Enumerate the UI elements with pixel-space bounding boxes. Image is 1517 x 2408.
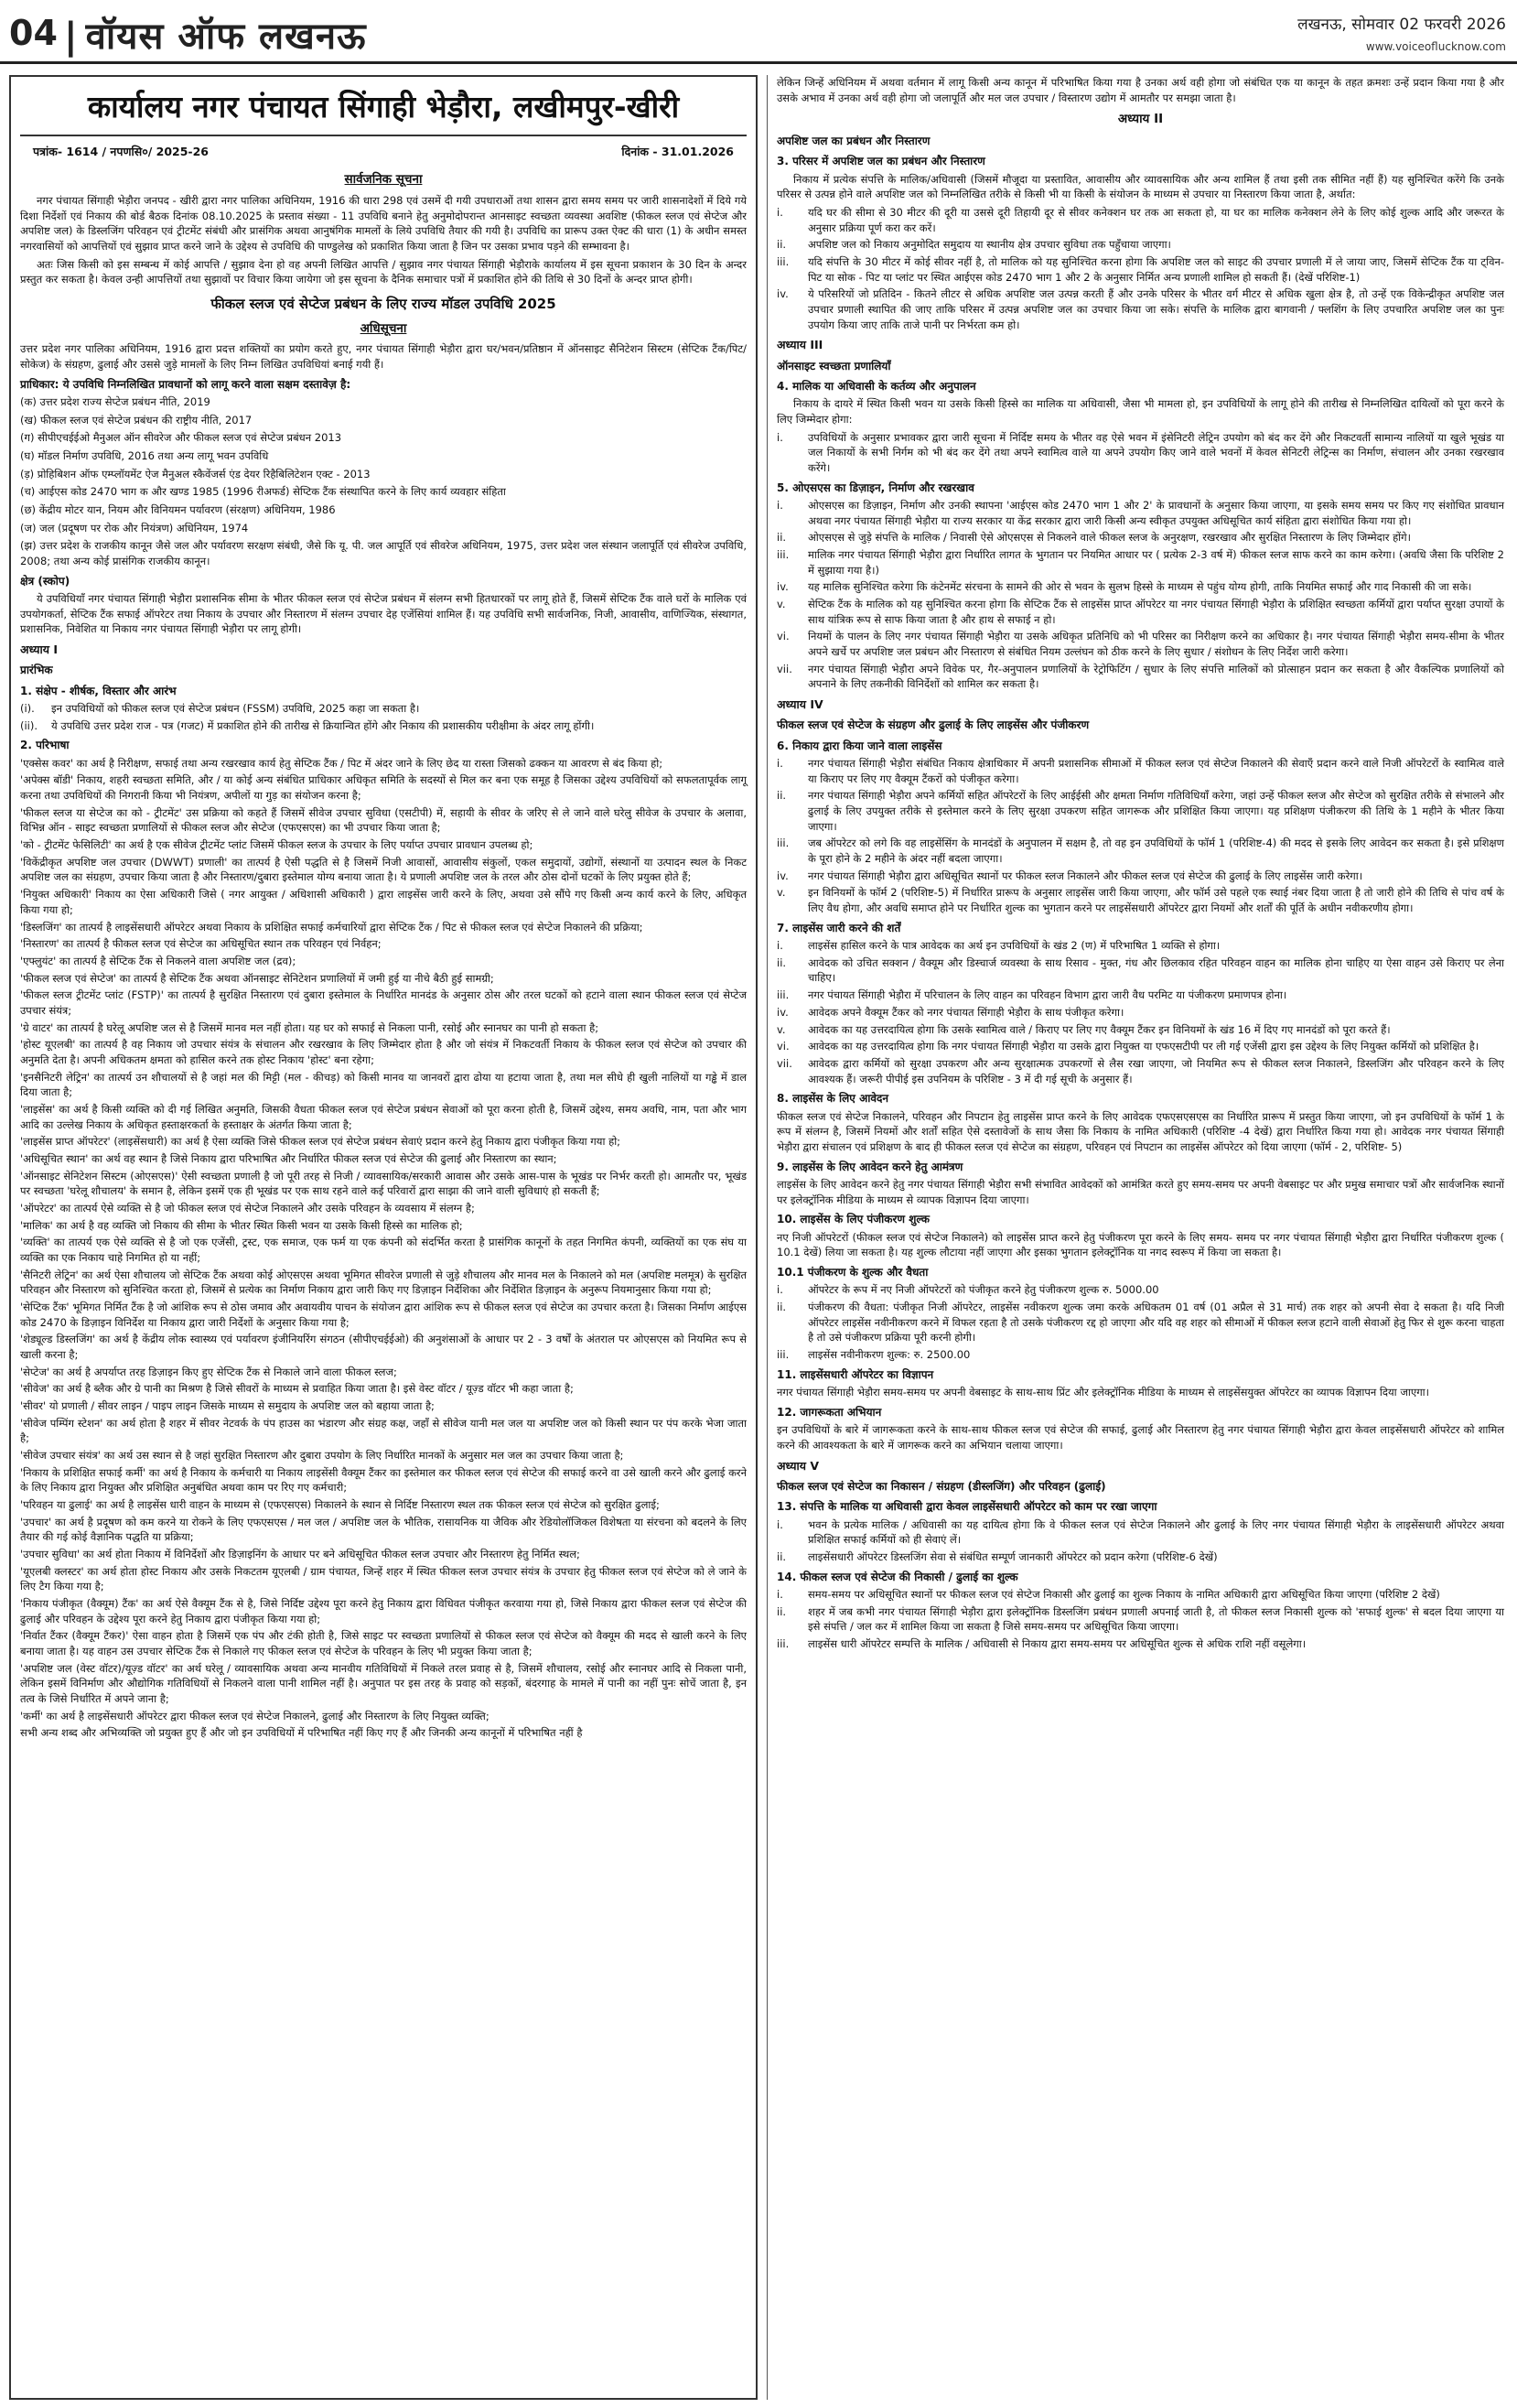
list-item: 'निस्तारण' का तात्पर्य है फीकल स्लज एवं सेप्टेज का अधिसूचित स्थान तक परिवहन एवं निर्वहन; [20, 937, 382, 951]
list-item [777, 788, 1504, 834]
notification-heading: अधिसूचना [360, 320, 407, 336]
section-13-heading: 13. संपत्ति के मालिक या अधिवासी द्वारा केवल लाइसेंसधारी ऑपरेटर को काम पर रखा जाएगा [777, 1500, 1157, 1514]
list-item: 'होस्ट यूएलबी' का तात्पर्य है वह निकाय जो उपचार संयंत्र के संचालन और रखरखाव के लिए जिम्मेदार होता है और जो संयंत्र में निकटवर्ती निकाय के फीकल स्लज एवं सेप्टेज को उपचार की अनुमति देता है। अपनी अधिकतम क्षमता को हासिल करने तक होस्ट निकाय 'होस्ट' बना रहेगा; [20, 1038, 747, 1066]
list-item: 'ऑनसाइट सेनिटेशन सिस्टम (ओएसएस)' ऐसी स्वच्छता प्रणाली है जो पूरी तरह से निजी / व्यावसायिक/सरकारी आवास और उसके आस-पास के भूखंड पर निर्भर करती हो। आमतौर पर, भूखंड पर स्वच्छता 'घरेलू शौचालय' के समान है, लेकिन इसमें एक ही भूखंड पर एक साथ रहने वाले कई परिवारों द्वारा साझा की जाने वाली सुविधाएं हो सकती हैं; [20, 1169, 747, 1198]
list-text: आवेदक का यह उत्तरदायित्व होगा कि उसके स्वामित्व वाले / किराए पर लिए गए वैक्यूम टैंकर इन विनियमों के खंड 16 में दिए गए मानदंडों को पूरा करते हैं। [808, 1022, 1391, 1036]
list-marker: v. [777, 1022, 786, 1036]
list-text: इन विनियमों के फॉर्म 2 (परिशिष्ट-5) में निर्धारित प्रारूप के अनुसार लाइसेंस जारी किया जाएगा, और फॉर्म उसे पहले एक स्थाई नंबर दिया जाता है तो जारी होने की तिथि से पांच वर्ष के लिए वैध होगा, और अवधि समाप्त होने पर निर्धारित शुल्क का भुगतान करने पर लाइसेंसधारी ऑपरेटर द्वारा नियमों और शर्तों की पूर्ति के अधीन नवीकरणीय होगा। [808, 886, 1504, 915]
section-14-list [777, 1587, 1504, 1652]
list-text: आवेदक द्वारा कर्मियों को सुरक्षा उपकरण और अन्य सुरक्षात्मक उपकरणों से लैस रखा जाएगा, जो नियमित रूप से फीकल स्लज निकालने, डिस्लजिंग और परिवहन करने के लिए आवश्यक हैं। जरूरी पीपीई इस उपनियम के परिशिष्ट - 3 में दी गई सूची के अनुसार हैं। [808, 1056, 1504, 1085]
section-10-heading: 10. लाइसेंस के लिए पंजीकरण शुल्क [777, 1213, 931, 1226]
list-item: 'यूएलबी क्लस्टर' का अर्थ होता होस्ट निकाय और उसके निकटतम यूएलबी / ग्राम पंचायत, जिन्हें शहर में स्थित फीकल स्लज उपचार संयंत्र के उपचार हेतु फीकल स्लज एवं सेप्टेज को ले जाने के लिए टैग किया गया है; [20, 1564, 747, 1593]
list-item: सभी अन्य शब्द और अभिव्यक्ति जो प्रयुक्त हुए हैं और जो इन उपविधियों में परिभाषित नहीं किए गए हैं और जिनकी अन्य कानूनों में परिभाषित नहीं है [20, 1726, 583, 1740]
section-10-1-list [777, 1282, 1504, 1362]
list-text: ऑपरेटर के रूप में नए निजी ऑपरेटरों को पंजीकृत करने हेतु पंजीकरण शुल्क रु. 5000.00 [808, 1283, 1159, 1297]
list-marker: i. [777, 939, 783, 953]
list-marker: iii. [777, 988, 790, 1002]
list-item [777, 629, 1504, 659]
list-item [777, 286, 1504, 332]
list-item: 'सीवेज' का अर्थ है ब्लैक और ग्रे पानी का मिश्रण है जिसे सीवरों के माध्यम से प्रवाहित किया जाता है। इसे वेस्ट वॉटर / यूज़्ड वॉटर भी कहा जाता है; [20, 1382, 574, 1396]
section-3-list [777, 205, 1504, 332]
chapter-5-heading: अध्याय V [777, 1458, 820, 1473]
list-item: 'इनसैनिटरी लेट्रिन' का तात्पर्य उन शौचालयों से है जहां मल की मिट्टी (मल - कीचड़) को किसी मानव या जानवरों द्वारा ढोया या हटाया जाता है, तथा मल सीधे ही खुली नालियों या गड्ढे में डाल दिया जाता है; [20, 1070, 747, 1099]
list-item: 'लाइसेंस प्राप्त ऑपरेटर' (लाइसेंसधारी) का अर्थ है ऐसा व्यक्ति जिसे फीकल स्लज एवं सेप्टेज प्रबंधन सेवाएं प्रदान करने हेतु निकाय द्वारा पंजीकृत किया गया हो; [20, 1135, 621, 1149]
section-10-paragraph: नए निजी ऑपरेटरों (फीकल स्लज एवं सेप्टेज निकालने) को लाइसेंस प्राप्त करने हेतु पंजीकरण पूरा करने के लिए समय- समय पर नगर पंचायत सिंगाही भेड़ौरा द्वारा निर्धारित पंजीकरण शुल्क ( 10.1 देखें) लिया जा सकता है। यह शुल्क लौटाया नहीं जाएगा और इसका भुगतान इलेक्ट्रॉनिक या नगद स्वरूप में किया जा सकता है। [777, 1230, 1504, 1259]
list-item [777, 1636, 1504, 1652]
list-item: 'लाइसेंस' का अर्थ है किसी व्यक्ति को दी गई लिखित अनुमति, जिसकी वैधता फीकल स्लज एवं सेप्टेज प्रबंधन सेवाओं को पूरा करना होती है, जिसमें उद्देश्य, समय अवधि, नाम, पता और भाग आदि का उल्लेख निकाय के अधिकृत हस्ताक्षरकर्ता के हस्ताक्षर के अंतर्गत किया जाता है; [20, 1102, 747, 1131]
list-marker: i. [777, 430, 783, 444]
list-item: 'सैनिटरी लेट्रिन' का अर्थ ऐसा शौचालय जो सेप्टिक टैंक अथवा कोई ओएसएस अथवा भूमिगत सीवरेज प्रणाली से जुड़े शौचालय और मानव मल के निकालने को मल (अपशिष्ट मलमूत्र) के सुरक्षित परिवहन और निस्तारण को सुनिश्चित करता हो, जिसमें से प्रत्येक का निर्माण निकाय द्वारा जारी किए गए डिज़ाइन निर्देशिका और निर्देशित डिज़ाइन के अनुरूप नियमानुसार किया गया हो; [20, 1268, 747, 1297]
list-item [777, 430, 1504, 476]
list-text: पंजीकरण की वैधता: पंजीकृत निजी ऑपरेटर, लाइसेंस नवीकरण शुल्क जमा करके अधिकतम 01 वर्ष (01 अप्रैल से 31 मार्च) तक शहर को अपनी सेवा दे सकता है। यदि निजी ऑपरेटर लाइसेंस नवीनीकरण करने में विफल रहता है तो उसके पंजीकरण रद्द हो जाएगा और यदि वह शहर को सीमाओं में फीकल स्लज हटाने वाली सेवाओं हेतु फिर से शुरू करना चाहता है तो उसे पंजीकरण प्रक्रिया पूरी करनी होगी। [808, 1301, 1504, 1344]
list-item: 'सीवेज उपचार संयंत्र' का अर्थ उस स्थान से है जहां सुरक्षित निस्तारण और दुबारा उपयोग के लिए निर्धारित मानकों के अनुसार मल जल का उपचार किया जाता है; [20, 1449, 624, 1462]
list-marker: (ii). [20, 718, 38, 732]
list-text: मालिक नगर पंचायत सिंगाही भेड़ौरा द्वारा निर्धारित लागत के भुगतान पर नियमित आधार पर ( प्रत्येक 2-3 वर्ष में) फीकल स्लज साफ करने का काम करेगा। (अवधि जैसा कि परिशिष्ट 2 में सुझाया गया है।) [808, 548, 1504, 577]
list-marker: iii. [777, 1636, 790, 1650]
chapter-2-title: अपशिष्ट जल का प्रबंधन और निस्तारण [777, 134, 931, 147]
public-notice-heading: सार्वजनिक सूचना [344, 172, 423, 188]
list-item: (क) उत्तर प्रदेश राज्य सेप्टेज प्रबंधन नीति, 2019 [20, 395, 210, 409]
list-marker: v. [777, 598, 786, 611]
list-item: 'को - ट्रीटमेंट फेसिलिटी' का अर्थ है एक सीवेज ट्रीटमेंट प्लांट जिसमें फीकल स्लज के उपचार के लिए पर्याप्त उपचार प्रावधान उपलब्ध हो; [20, 838, 533, 852]
list-item [777, 885, 1504, 915]
list-text: लाइसेंस नवीनीकरण शुल्क: रु. 2500.00 [808, 1348, 971, 1362]
masthead [0, 0, 1517, 64]
list-item [777, 579, 1504, 595]
section-12-heading: 12. जागरूकता अभियान [777, 1405, 882, 1419]
list-item: 'कर्मी' का अर्थ है लाइसेंसधारी ऑपरेटर द्वारा फीकल स्लज एवं सेप्टेज निकालने, ढुलाई और निस्तारण के लिए नियुक्त व्यक्ति; [20, 1709, 490, 1722]
list-item: 'उपचार सुविधा' का अर्थ होता निकाय में विनिर्देशों और डिज़ाइनिंग के आधार पर बने अधिसूचित फीकल स्लज उपचार और निस्तारण हेतु निर्मित स्थल; [20, 1548, 580, 1561]
list-text: नगर पंचायत सिंगाही भेड़ौरा द्वारा अधिसूचित स्थानों पर फीकल स्लज निकालने और फीकल स्लज एवं सेप्टेज की ढुलाई के लिए लाइसेंस जारी करेगा। [808, 869, 1363, 882]
list-item [777, 1300, 1504, 1345]
list-marker: ii. [777, 1550, 787, 1563]
list-marker: iv. [777, 580, 789, 594]
list-marker: iv. [777, 1005, 789, 1019]
list-item [777, 938, 1504, 954]
list-text: लाइसेंस हासिल करने के पात्र आवेदक का अर्थ इन उपविधियों के खंड 2 (ण) में परिभाषित 1 व्यक्ति से होगा। [808, 939, 1221, 953]
list-text: नगर पंचायत सिंगाही भेड़ौरा अपने कर्मियों सहित ऑपरेटरों के लिए आईईसी और क्षमता निर्माण गतिविधियाँ करेगा, जहां उन्हें फीकल स्लज और सेप्टेज को सुरक्षित तरीके से संभालने और ढुलाई के लिए उपयुक्त तरीके से इस्तेमाल करने के लिए सुरक्षा उपकरण सहित जागरूक और प्रशिक्षित किया जाएगा। यह प्रशिक्षण पंजीकरण की तिथि के 1 महीने के भीतर किया जाएगा। [808, 789, 1504, 833]
list-item [777, 1039, 1504, 1054]
section-6-heading: 6. निकाय द्वारा किया जाने वाला लाइसेंस [777, 739, 942, 752]
list-item: 'फीकल स्लज या सेप्टेज का को - ट्रीटमेंट' उस प्रक्रिया को कहते हैं जिसमें सीवेज उपचार सुविधा (एसटीपी) में, सहायी के सीवर के जरिए से ले जाने वाले घरेलु सीवेज के उपचार के अलावा, विभिन्न ऑन - साइट स्वच्छता प्रणालियों से फीकल स्लज और सेप्टेज (एफएसएस) का भी उपचार किया जाता है; [20, 805, 747, 835]
list-text: यह मालिक सुनिश्चित करेगा कि कंटेनमेंट संरचना के सामने की ओर से भवन के सुलभ हिस्से के माध्यम से पहुंच योग्य होगी, ताकि नियमित सफाई और गाद निकासी की जा सके। [808, 580, 1472, 594]
list-marker: vii. [777, 662, 792, 675]
list-item: 'एक्सेस कवर' का अर्थ है निरीक्षण, सफाई तथा अन्य रखरखाव कार्य हेतु सेप्टिक टैंक / पिट में अंदर जाने के लिए छेद या रास्ता जिसको ढक्कन या आवरण से बंद किया हो; [20, 756, 663, 770]
list-item [777, 1005, 1504, 1020]
preliminary-heading: प्रारंभिक [20, 664, 53, 677]
list-item [777, 1517, 1504, 1548]
list-item [777, 956, 1504, 986]
list-item [777, 756, 1504, 786]
scope-heading: क्षेत्र (स्कोप) [20, 574, 70, 588]
reference-line [20, 142, 747, 162]
section-3-paragraph: निकाय में प्रत्येक संपत्ति के मालिक/अधिवासी (जिसमें मौजूदा या प्रस्तावित, आवासीय और व्यावसायिक और अन्य शामिल हैं तथा इसी तक सीमित नहीं हैं) यह सुनिश्चित करेंगे कि उनके परिसर से उत्पन्न होने वाले अपशिष्ट जल को निम्नलिखित तरीके से किसी भी या किसी के संयोजन के माध्यम से उपचार या निस्तारण किया जाता है, अर्थात: [777, 172, 1504, 201]
section-5-heading: 5. ओएसएस का डिज़ाइन, निर्माण और रखरखाव [777, 481, 974, 494]
list-marker: i. [777, 1283, 783, 1297]
list-marker: i. [777, 1517, 783, 1531]
list-item: 'फीकल स्लज ट्रीटमेंट प्लांट (FSTP)' का तात्पर्य है सुरक्षित निस्तारण एवं दुबारा इस्तेमाल के निर्धारित मानदंड के अनुसार ठोस और तरल घटकों को हटाने वाला स्थान फीकल स्लज एवं सेप्टेज उपचार संयंत्र; [20, 988, 747, 1017]
section-14-heading: 14. फीकल स्लज एवं सेप्टेज की निकासी / ढुलाई का शुल्क [777, 1570, 1018, 1583]
list-item [777, 530, 1504, 545]
list-text: अपशिष्ट जल को निकाय अनुमोदित समुदाय या स्थानीय क्षेत्र उपचार सुविधा तक पहुँचाया जाएगा। [808, 238, 1171, 252]
section-4-heading: 4. मालिक या अधिवासी के कर्तव्य और अनुपालन [777, 379, 976, 393]
chapter-3-heading: अध्याय III [777, 338, 823, 352]
section-1-heading: 1. संक्षेप - शीर्षक, विस्तार और आरंभ [20, 684, 177, 697]
list-item [777, 869, 1504, 884]
intro-paragraph-1: नगर पंचायत सिंगाही भेड़ौरा जनपद - खीरी द्वारा नगर पालिका अधिनियम, 1916 की धारा 298 एवं उसमें दी गयी उपधाराओं तथा शासन द्वारा समय समय पर जारी शासनादेशों में दिये गये दिशा निर्देशों एवं निकाय की बोर्ड बैठक दिनांक 08.10.2025 के प्रस्ताव संख्या - 11 उपविधि बनाने हेतु अनुमोदोपरान्त आनसाइट स्वच्छता व्यवस्था अवशिष्ट (फीकल स्लज एवं सेप्टेज और अपशिष्ट जल) के डिस्लजिंग परिवहन एवं ट्रीटमेंट संबंधी और प्रासंगिक अथवा आनुषंगिक मामलों के लिये उपविधि तैयार की गयी है। उपविधि का प्रारूप उक्त ऐक्ट की धारा (1) के अधीन समस्त नगरवासियों को आपत्तियों एवं सुझाव प्राप्त करने जाने के उद्देश्य से उपविधि की पाण्डुलेख को प्रकाशित किया जाता है जिन पर उसका प्रभाव पड़ने की सम्भावना है। [20, 193, 747, 253]
list-text: यदि घर की सीमा से 30 मीटर की दूरी या उससे दूरी तिहायी दूर से सीवर कनेक्शन घर तक आ सकता हो, या घर का मालिक कनेक्शन लेने के लिए कोई शुल्क आदि और जरूरत के अनुसार प्रक्रिया पूर्ण करा कर करें। [808, 206, 1504, 234]
section-9-heading: 9. लाइसेंस के लिए आवेदन करने हेतु आमंत्रण [777, 1160, 963, 1173]
authority-heading: प्राधिकार: ये उपविधि निम्नलिखित प्रावधानों को लागू करने वाला सक्षम दस्तावेज़ है: [20, 377, 351, 391]
continuation-paragraph: लेकिन जिन्हें अधिनियम में अथवा वर्तमान में लागू किसी अन्य कानून में परिभाषित किया गया है उनका अर्थ वही होगा जो संबंधित एक या कानून के तहत क्रमशः उन्हें प्रदान किया गया है और उसके अभाव में उनका अर्थ वही होगा जो जलापूर्ति और मल जल उपचार / विस्तारण उद्योग में आमतौर पर समझा जाता है। [777, 76, 1504, 104]
list-item: 'निर्वात टैंकर (वैक्यूम टैंकर)' ऐसा वाहन होता है जिसमें एक पंप और टंकी होती है, जिसे साइट पर स्वच्छता प्रणालियों से फीकल स्लज एवं सेप्टेज को वैक्यूम की मदद से खाली करने के लिए बनाया जाता है। यह वाहन उस उपचार सेप्टिक टैंक से निकाले गए फीकल स्लज एवं सेप्टेज के परिवहन के लिए भी प्रयुक्त किया जाता है; [20, 1629, 747, 1658]
chapter-2-heading: अध्याय II [1117, 112, 1164, 127]
list-text: आवेदक का यह उत्तरदायित्व होगा कि नगर पंचायत सिंगाही भेड़ौरा या उसके द्वारा नियुक्त या एफएसटीपी पर ली गई एजेंसी द्वारा इस उद्देश्य के लिए नियुक्त कर्मियों को प्रशिक्षित है। [808, 1040, 1479, 1053]
list-text: सेप्टिक टैंक के मालिक को यह सुनिश्चित करना होगा कि सेप्टिक टैंक से लाइसेंस प्राप्त ऑपरेटर या नगर पंचायत सिंगाही भेड़ौरा के प्रशिक्षित स्वच्छता कर्मियों द्वारा पर्याप्त सुरक्षा उपायों के साथ यांत्रिक रूप से साफ किया जाता है और हाथ से सफाई न हो। [808, 598, 1504, 626]
list-item: 'शेड्यूल्ड डिस्लजिंग' का अर्थ है केंद्रीय लोक स्वास्थ्य एवं पर्यावरण इंजीनियरिंग संगठन (सीपीएचईईओ) की अनुशंसाओं के आधार पर 2 - 3 वर्षों के अंतराल पर ओएसएस को नियमित रूप से खाली करना है; [20, 1333, 747, 1361]
list-item: 'विकेंद्रीकृत अपशिष्ट जल उपचार (DWWT) प्रणाली' का तात्पर्य है ऐसी पद्धति से है जिसमें निजी आवासों, आवासीय संकुलों, एकल समुदायों, उद्योगों, संस्थानों या उत्पादन स्थल के निकट अपशिष्ट जल का संग्रहण, उपचार किया जाता है और निस्तारण/दुबारा इस्तेमाल योग्य बनाया जाता है। ये प्रणाली अपशिष्ट जल के तरल और ठोस दोनों घटकों के लिए प्रयुक्त होते हैं; [20, 855, 747, 884]
section-3-heading: 3. परिसर में अपशिष्ट जल का प्रबंधन और निस्तारण [777, 155, 985, 168]
chapter-5-title: फीकल स्लज एवं सेप्टेज का निकासन / संग्रहण (डीस्लजिंग) और परिवहन (ढुलाई) [777, 1479, 1106, 1493]
list-text: लाइसेंसधारी ऑपरेटर डिस्लजिंग सेवा से संबंधित सम्पूर्ण जानकारी ऑपरेटर को प्रदान करेगा (परिशिष्ट-6 देखें) [808, 1550, 1218, 1563]
list-marker: ii. [777, 238, 787, 252]
list-item [777, 1550, 1504, 1565]
list-item: 'ऑपरेटर' का तात्पर्य ऐसे व्यक्ति से है जो फीकल स्लज एवं सेप्टेज निकालने और उसके परिवहन के व्यवसाय में संलग्न है; [20, 1201, 475, 1215]
list-marker: i. [777, 757, 783, 771]
list-marker: ii. [777, 1301, 787, 1314]
section-8-heading: 8. लाइसेंस के लिए आवेदन [777, 1092, 889, 1106]
list-item [777, 1056, 1504, 1086]
list-marker: vi. [777, 1040, 790, 1053]
list-marker: iv. [777, 869, 789, 882]
list-item: 'निकाय के प्रशिक्षित सफाई कर्मी' का अर्थ है निकाय के कर्मचारी या निकाय लाइसेंसी वैक्यूम टैंकर का इस्तेमाल कर फीकल स्लज एवं सेप्टेज की सफाई करने वा उसे खाली करने और ढुलाई करने के लिए निकाय द्वारा नियुक्त और प्रशिक्षित अनुबंधित अथवा काम पर रिए गए कर्मचारी; [20, 1465, 747, 1495]
list-item [20, 718, 747, 734]
list-text: नगर पंचायत सिंगाही भेड़ौरा संबंधित निकाय क्षेत्राधिकार में अपनी प्रशासनिक सीमाओं में फीकल स्लज एवं सेप्टेज निकालने की सेवाएँ प्रदान करने वाले निजी ऑपरेटरों के स्वामित्व वाले या किराए पर लिए गए वैक्यूम टैंकरों को पंजीकृत करेगा। [808, 757, 1504, 785]
list-item [777, 254, 1504, 285]
list-item [777, 205, 1504, 235]
list-marker: iii. [777, 1348, 790, 1362]
list-text: भवन के प्रत्येक मालिक / अधिवासी का यह दायित्व होगा कि वे फीकल स्लज एवं सेप्टेज निकालने और ढुलाई के लिए नगर पंचायत सिंगाही भेड़ौरा के लाइसेंसधारी ऑपरेटर अथवा प्रशिक्षित सफाई कर्मियों को ही सेवाएं लें। [808, 1517, 1504, 1547]
bylaw-title: फीकल स्लज एवं सेप्टेज प्रबंधन के लिए राज्य मॉडल उपविधि 2025 [210, 295, 556, 312]
section-7-list [777, 938, 1504, 1086]
intro-paragraph-2: अतः जिस किसी को इस सम्बन्ध में कोई आपत्ति / सुझाव देना हो वह अपनी लिखित आपत्ति / सुझाव नगर पंचायत सिंगाही भेड़ौराके कार्यालय में इस सूचना प्रकाशन के 30 दिन के अन्दर प्रस्तुत कर सकता है। केवल उन्ही आपत्तियों तथा सुझावों पर विचार किया जायेगा जो इस सूचना के दैनिक समाचार पत्रों में प्रकाशित होने की तिथि से 30 दिनों के अन्दर प्राप्त होगी। [20, 257, 747, 286]
list-item [777, 1347, 1504, 1363]
list-item [777, 547, 1504, 578]
list-item: (घ) मॉडल निर्माण उपविधि, 2016 तथा अन्य लागू भवन उपविधि [20, 449, 269, 463]
section-4-list [777, 430, 1504, 476]
section-2-heading: 2. परिभाषा [20, 739, 70, 752]
list-text: यदि संपत्ति के 30 मीटर में कोई सीवर नहीं है, तो मालिक को यह सुनिश्चित करना होगा कि अपशिष्ट जल को साइट की उपचार प्रणाली में ले जाया जाए, जिसमें सेप्टिक टैंक या ट्विन-पिट या सोक - पिट या प्लांट पर स्थित आईएस कोड 2470 भाग 1 और 2 के अनुसार निर्मित अन्य प्रणाली शामिल हो सकती हैं। (देखें परिशिष्ट-1) [808, 255, 1505, 284]
chapter-3-title: ऑनसाइट स्वच्छता प्रणालियाँ [777, 359, 891, 373]
scope-paragraph: ये उपविधियाँ नगर पंचायत सिंगाही भेड़ौरा प्रशासनिक सीमा के भीतर फीकल स्लज एवं सेप्टेज प्रबंधन में संलग्न सभी हितधारकों पर लागू होते हैं, जिसमें सेप्टिक टैंक वाले घरों के मालिक एवं उपयोगकर्ता, सेप्टिक टैंक सफाई ऑपरेटर तथा निकाय के उपचार और निस्तारण में संलग्न उपचार देह एजेंसियां शामिल हैं। यह उपविधि सभी सार्वजनिक, निजी, आवासीय, वाणिज्यिक, संस्थागत, प्रशासनिक, निवेशित या निकाय नगर पंचायत सिंगाही भेड़ौरा पर लागू होगी। [20, 592, 747, 636]
list-marker: (i). [20, 702, 35, 716]
list-marker: ii. [777, 956, 787, 969]
section-12-paragraph: इन उपविधियों के बारे में जागरूकता करने के साथ-साथ फीकल स्लज एवं सेप्टेज की सफाई, ढुलाई और निस्तारण हेतु नगर पंचायत सिंगाही भेड़ौरा द्वारा केवल लाइसेंसधारी ऑपरेटर को शामिल करने की आवश्यकता के बारे में जागरूक करने का अभियान चलाया जाएगा। [777, 1423, 1504, 1452]
list-item: (ड़) प्रोहिबिशन ऑफ एम्प्लॉयमेंट ऐज मैनुअल स्कैवेंजर्स एंड देयर रिहैबिलिटेशन एक्ट - 2013 [20, 467, 371, 481]
list-item [777, 1604, 1504, 1635]
list-item: (ग) सीपीएचईईओ मैनुअल ऑन सीवरेज और फीकल स्लज एवं सेप्टेज प्रबंधन 2013 [20, 431, 342, 445]
section-4-paragraph: निकाय के दायरे में स्थित किसी भवन या उसके किसी हिस्से का मालिक या अधिवासी, जैसा भी मामला हो, इन उपविधियों के लागू होने की तारीख से निम्नलिखित दायित्वों को पूरा करने के लिए जिम्मेदार होगा: [777, 397, 1504, 426]
list-marker: vii. [777, 1056, 792, 1070]
chapter-4-heading: अध्याय IV [777, 697, 823, 712]
list-item [777, 836, 1504, 866]
list-text: नियमों के पालन के लिए नगर पंचायत सिंगाही भेड़ौरा या उसके अधिकृत प्रतिनिधि को भी परिसर का निरीक्षण करने का अधिकार है। नगर पंचायत सिंगाही भेड़ौरा समय-सीमा के भीतर अपने खर्चे पर अपशिष्ट जल प्रबंधन और निस्तारण से संबंधित नियम उल्लंघन को ठीक करने के लिए सुधार / संशोधन के लिए निर्देश जारी करेगा। [808, 630, 1504, 659]
list-item: (च) आईएस कोड 2470 भाग क और खण्ड 1985 (1996 रीअफर्ड) सेप्टिक टैंक संस्थापित करने के लिए कार्य व्यवहार संहिता [20, 485, 506, 499]
list-item: 'एफ्लुयंट' का तात्पर्य है सेप्टिक टैंक से निकलने वाला अपशिष्ट जल (द्रव); [20, 954, 296, 967]
list-text: जब ऑपरेटर को लगे कि वह लाइसेंसिंग के मानदंडों के अनुपालन में सक्षम है, तो वह इन उपविधियों के फॉर्म 1 (परिशिष्ट-4) की मदद से इसके लिए आवेदन कर सकता है। इसे प्रशिक्षण के पूरा होने के 2 महीने के अंदर नहीं बदला जाएगा। [808, 837, 1504, 866]
list-item: 'मालिक' का अर्थ है वह व्यक्ति जो निकाय की सीमा के भीतर स्थित किसी भवन या उसके किसी हिस्से का मालिक हो; [20, 1218, 463, 1232]
office-title: कार्यालय नगर पंचायत सिंगाही भेड़ौरा, लखीमपुर-खीरी [20, 82, 747, 136]
section-6-list [777, 756, 1504, 916]
list-item: 'अपशिष्ट जल (वेस्ट वॉटर)/यूज़्ड वॉटर' का अर्थ घरेलू / व्यावसायिक अथवा अन्य मानवीय गतिविधियों में निकले तरल प्रवाह से है, जिसमें शौचालय, रसोई और स्नानघर आदि से निकला पानी, लेकिन इसमें विनिर्माण और औद्योगिक गतिविधियों से निकलने वाला पानी शामिल नहीं है। अनुपात पर इस तरह के प्रवाह को सड़कों, बंदरगाह के मामले में पानी का नहीं पुनः सोचें जाता है, इन तत्व के जिसे निर्धारित में अपने जाना है; [20, 1661, 747, 1706]
list-text: नगर पंचायत सिंगाही भेड़ौरा में परिचालन के लिए वाहन का परिवहन विभाग द्वारा जारी वैध परमिट या पंजीकरण प्रमाणपत्र होना। [808, 988, 1287, 1002]
list-marker: iii. [777, 255, 790, 269]
list-item: 'व्यक्ति' का तात्पर्य एक ऐसे व्यक्ति से है जो एक एजेंसी, ट्रस्ट, एक समाज, एक फर्म या एक कंपनी को संदर्भित करता है प्रासंगिक कानूनों के तहत निगमित कंपनी, व्यक्तियों का एक संघ या व्यक्ति का एक निकाय चाहे निगमित हो या नहीं; [20, 1236, 747, 1264]
notification-paragraph: उत्तर प्रदेश नगर पालिका अधिनियम, 1916 द्वारा प्रदत्त शक्तियों का प्रयोग करते हुए, नगर पंचायत सिंगाही भेड़ौरा द्वारा घर/भवन/प्रतिष्ठान में ऑनसाइट सैनिटेशन सिस्टम (सेप्टिक टैंक/पिट/सोकेज) के संग्रहण, ढुलाई और उससे जुड़े मामलों के लिए निम्न लिखित उपविधियां बनाई गयी हैं। [20, 342, 747, 371]
section-10-1-heading: 10.1 पंजीकरण के शुल्क और वैधता [777, 1266, 929, 1280]
notice-right-column [767, 75, 1510, 2400]
list-text: ओएसएस का डिज़ाइन, निर्माण और उनकी स्थापना 'आईएस कोड 2470 भाग 1 और 2' के प्रावधानों के अनुसार किया जाएगा, या इसके समय समय पर किए गए संशोधित प्रावधान अथवा नगर पंचायत सिंगाही भेड़ौरा या राज्य सरकार या केंद्र सरकार द्वारा जारी किसी अन्य स्वीकृत उपयुक्त अधिसूचित कार्य संहिता द्वारा संशोधित किया गया हो। [808, 499, 1504, 527]
authority-list [20, 394, 747, 569]
list-item: 'सेप्टेज' का अर्थ है अपर्याप्त तरह डिज़ाइन किए हुए सेप्टिक टैंक से निकाले जाने वाला फीकल स्लज; [20, 1365, 397, 1378]
list-text: नगर पंचायत सिंगाही भेड़ौरा अपने विवेक पर, गैर-अनुपालन प्रणालियों के रेट्रोफिटिंग / सुधार के लिए संपत्ति मालिकों को प्रोत्साहन प्रदान कर सकता है और वैकल्पिक प्रणालियों को अपनाने के लिए तकनीकी विनिर्देशों को शामिल कर सकता है। [808, 662, 1504, 691]
chapter-1-heading: अध्याय I [20, 642, 58, 657]
list-item: 'नियुक्त अधिकारी' निकाय का ऐसा अधिकारी जिसे ( नगर आयुक्त / अधिशासी अधिकारी ) द्वारा लाइसेंस जारी करने के लिए, अथवा उसे सौंपे गए किसी अन्य कार्य करने के लिए, अधिकृत किया गया हो; [20, 888, 747, 916]
list-marker: v. [777, 886, 786, 900]
list-item [777, 1587, 1504, 1603]
section-11-heading: 11. लाइसेंसधारी ऑपरेटर का विज्ञापन [777, 1367, 934, 1381]
section-13-list [777, 1517, 1504, 1565]
section-7-heading: 7. लाइसेंस जारी करने की शर्तें [777, 921, 901, 934]
list-item: 'अधिसूचित स्थान' का अर्थ वह स्थान है जिसे निकाय द्वारा परिभाषित और निर्धारित फीकल स्लज एवं सेप्टेज की ढुलाई और निस्तारण का स्थान; [20, 1151, 557, 1165]
list-item [20, 701, 747, 717]
list-marker: i. [777, 1587, 783, 1601]
list-item: 'सीवेज पम्पिंग स्टेशन' का अर्थ होता है शहर में सीवर नेटवर्क के पंप हाउस का भंडारण और संग्रह कक्ष, जहाँ से सीवेज यानी मल जल या अपशिष्ट जल को किसी स्थान पर पंप करके भेजा जाता है; [20, 1416, 747, 1445]
section-5-list [777, 498, 1504, 692]
website-link[interactable]: www.voiceoflucknow.com [1365, 40, 1506, 53]
list-marker: ii. [777, 531, 787, 545]
notice-left-column [9, 75, 758, 2400]
list-item: 'डिस्लजिंग' का तात्पर्य है लाइसेंसधारी ऑपरेटर अथवा निकाय के प्रशिक्षित सफाई कर्मचारियों द्वारा सेप्टिक टैंक / पिट से फीकल स्लज एवं सेप्टेज निकालने की प्रक्रिया; [20, 920, 643, 934]
chapter-4-title: फीकल स्लज एवं सेप्टेज के संग्रहण और ढुलाई के लिए लाइसेंस और पंजीकरण [777, 718, 1090, 732]
list-marker: i. [777, 206, 783, 220]
list-marker: iii. [777, 548, 790, 562]
list-item: 'सीवर' यो प्रणाली / सीवर लाइन / पाइप लाइन जिसके माध्यम से समुदाय के अपशिष्ट जल को बहाया जाता है; [20, 1398, 435, 1412]
list-text: लाइसेंस धारी ऑपरेटर सम्पत्ति के मालिक / अधिवासी से निकाय द्वारा समय-समय पर अधिसूचित शुल्क से अधिक राशि नहीं वसूलेगा। [808, 1636, 1307, 1650]
dateline: लखनऊ, सोमवार 02 फरवरी 2026 [1297, 16, 1506, 34]
list-marker: i. [777, 499, 783, 513]
list-text: समय-समय पर अधिसूचित स्थानों पर फीकल स्लज एवं सेप्टेज निकासी और ढुलाई का शुल्क निकाय के नामित अधिकारी द्वारा अधिसूचित किया जाएगा (परिशिष्ट 2 देखें) [808, 1587, 1440, 1601]
list-item: (झ) उत्तर प्रदेश के राजकीय कानून जैसे जल और पर्यावरण सरक्षण संबंधी, जैसे कि यू. पी. जल आपूर्ति एवं सीवरेज अधिनियम, 1975, उत्तर प्रदेश जल संस्थान जलापूर्ति एवं सीवरेज उपविधि, 2008; तथा अन्य कोई प्रासंगिक राजकीय कानून। [20, 539, 747, 568]
list-item: 'ग्रे वाटर' का तात्पर्य है घरेलू अपशिष्ट जल से है जिसमें मानव मल नहीं होता। यह घर को सफाई से निकला पानी, रसोई और स्नानघर का पानी हो सकता है; [20, 1020, 599, 1034]
list-text: इन उपविधियों को फीकल स्लज एवं सेप्टेज प्रबंधन (FSSM) उपविधि, 2025 कहा जा सकता है। [51, 702, 420, 716]
list-text: उपविधियों के अनुसार प्रभावकर द्वारा जारी सूचना में निर्दिष्ट समय के भीतर वह ऐसे भवन में इंसेनिटरी लेट्रिन उपयोग को बंद कर देंगे और निकटवर्ती सामान्य नालियों या खुले भूखंड या जल निकायों के सभी निर्गम को भी बंद कर देंगे तथा अपने स्वामित्व वाले या अपने उपयोग किए जाने वाले भवनों में केवल सेनिटरी लेट्रिन्स का निर्माण, संचालन और उनका रखरखाव करेंगे। [808, 430, 1504, 474]
list-item: 'फीकल स्लज एवं सेप्टेज' का तात्पर्य है सेप्टिक टैंक अथवा ऑनसाइट सेनिटेशन प्रणालियों में जमी हुई या नीचे बैठी हुई सामग्री; [20, 971, 494, 985]
paper-name: | वॉयस ऑफ लखनऊ [64, 16, 367, 58]
list-item: (छ) केंद्रीय मोटर यान, नियम और विनियमन पर्यावरण (संरक्षण) अधिनियम, 1986 [20, 503, 336, 517]
list-marker: iv. [777, 287, 789, 301]
list-marker: ii. [777, 1604, 787, 1618]
list-item [777, 988, 1504, 1003]
list-item [777, 237, 1504, 253]
list-item [777, 1282, 1504, 1298]
list-item [777, 1022, 1504, 1038]
list-text: आवेदक को उचित सक्शन / वैक्यूम और डिस्चार्ज व्यवस्था के साथ रिसाव - मुक्त, गंध और छिलकाव रहित परिवहन वाहन का मालिक होना चाहिए या ऐसा वाहन उसे किराए पर लेना चाहिए। [808, 956, 1504, 985]
list-item: 'उपचार' का अर्थ है प्रदूषण को कम करने या रोकने के लिए एफएसएस / मल जल / अपशिष्ट जल के भौतिक, रासायनिक या जैविक और रेडियोलॉजिकल विशेषता या संरचना को बदलने के लिए तैयार की गई कोई वैज्ञानिक पद्धति या प्रक्रिया; [20, 1515, 747, 1544]
section-1-list [20, 701, 747, 733]
list-text: आवेदक अपने वैक्यूम टैंकर को नगर पंचायत सिंगाही भेड़ौरा के साथ पंजीकृत करेगा। [808, 1005, 1124, 1019]
notice-date: दिनांक - 31.01.2026 [621, 145, 734, 159]
list-marker: vi. [777, 630, 790, 643]
list-item: (ज) जल (प्रदूषण पर रोक और नियंत्रण) अधिनियम, 1974 [20, 521, 249, 535]
list-item: (ख) फीकल स्लज एवं सेप्टेज प्रबंधन की राष्ट्रीय नीति, 2017 [20, 413, 253, 427]
list-item: 'अपेक्स बॉडी' निकाय, शहरी स्वच्छता समिति, और / या कोई अन्य संबंधित प्राधिकार अधिकृत समिति के सदस्यों से मिल कर बना एक समूह है जिसका उद्देश्य उपविधियों को सफलतापूर्वक लागू करना तथा उपविधियों की निगरानी किया भी नियंत्रण, अपीलों या गुड़ का संयोजन करना है; [20, 773, 747, 803]
page-number: 04 [9, 13, 58, 53]
section-9-paragraph: लाइसेंस के लिए आवेदन करने हेतु नगर पंचायत सिंगाही भेड़ौरा सभी संभावित आवेदकों को आमंत्रित करते हुए समय-समय पर अपनी वेबसाइट पर और प्रमुख समाचार पत्रों और सार्वजनिक स्थानों पर इलेक्ट्रॉनिक मीडिया के माध्यम से व्यापक विज्ञापन दिया जाएगा। [777, 1177, 1504, 1206]
list-text: ये परिसरियों जो प्रतिदिन - कितने लीटर से अधिक अपशिष्ट जल उत्पन्न करती हैं और उनके परिसर के भीतर वर्ग मीटर से अधिक खुला क्षेत्र है, तो उन्हें एक विकेन्द्रीकृत अपशिष्ट जल उपचार प्रणाली स्थापित की जाए ताकि परिसर में उत्पन्न अपशिष्ट जल का उपचार किया जा सके। संपत्ति के मालिक द्वारा बागवानी / फ्लशिंग के लिए उपचारित अपशिष्ट जल का पुनः उपयोग किया जाए ताकि ताजे पानी पर निर्भरता कम हो। [808, 287, 1504, 331]
list-item: 'निकाय पंजीकृत (वैक्यूम) टैंक' का अर्थ ऐसे वैक्यूम टैंक से है, जिसे निर्दिष्ट उद्देश्य पूरा करने हेतु निकाय द्वारा विधिवत पंजीकृत करवाया गया हो, जिसे निकाय द्वारा फीकल स्लज एवं सेप्टेज की ढुलाई और परिवहन के उद्देश्य पूरा करने हेतु निकाय द्वारा पंजीकृत किया गया हो; [20, 1597, 747, 1625]
list-item [777, 597, 1504, 627]
ref-no: पत्रांक- 1614 / नपणसि०/ 2025-26 [33, 145, 209, 159]
list-marker: iii. [777, 837, 790, 850]
list-text: ये उपविधि उत्तर प्रदेश राज - पत्र (गजट) में प्रकाशित होने की तारीख से क्रियान्वित होंगे और निकाय की प्रशासकीय परीक्षीमा के अंदर लागू होंगी। [51, 718, 595, 732]
list-item: 'परिवहन या ढुलाई' का अर्थ है लाइसेंस धारी वाहन के माध्यम से (एफएसएस) निकालने के स्थान से निर्दिष्ट निस्तारण स्थल तक फीकल स्लज एवं सेप्टेज को सुरक्षित ढुलाई; [20, 1498, 660, 1512]
section-8-paragraph: फीकल स्लज एवं सेप्टेज निकालने, परिवहन और निपटान हेतु लाइसेंस प्राप्त करने के लिए आवेदक एफएसएसएस का निर्धारित प्रारूप में प्रस्तुत किया जाएगा, जो इन उपविधियों के फॉर्म 1 के रूप में संलग्न है, जिसमें नियमों और शर्तों सहित ऐसे दस्तावेजों के साथ जैसा कि निकाय के नामित अधिकारी (परिशिष्ट -4 देखें) द्वारा निर्धारित किया गया हो। आवेदक नगर पंचायत सिंगाही भेड़ौरा द्वारा संचालन एवं प्रशिक्षण के बाद ही फीकल स्लज एवं सेप्टेज का संग्रहण, परिवहन एवं निपटान का लाइसेंस ऑपरेटर को दिया जाएगा (फॉर्म - 2, परिशिष्ट- 5) [777, 1109, 1504, 1153]
list-text: शहर में जब कभी नगर पंचायत सिंगाही भेड़ौरा द्वारा इलेक्ट्रॉनिक डिस्लजिंग प्रबंधन प्रणाली अपनाई जाती है, तो फीकल स्लज निकासी शुल्क को 'सफाई शुल्क' से बदल दिया जाएगा या इसे संपत्ति / जल कर में शामिल किया जा सकता है जिसे समय-समय पर अधिसूचित किया जाएगा। [808, 1604, 1504, 1634]
paper-name-text: वॉयस ऑफ लखनऊ [85, 16, 367, 58]
list-text: ओएसएस से जुड़े संपत्ति के मालिक / निवासी ऐसे ओएसएस से निकलने वाले फीकल स्लज के अनुरक्षण, रखरखाव और सुरक्षित निस्तारण के लिए जिम्मेदार होंगे। [808, 531, 1411, 545]
list-marker: ii. [777, 789, 787, 803]
definitions-list [20, 756, 747, 1741]
list-item: 'सेप्टिक टैंक' भूमिगत निर्मित टैंक है जो आंशिक रूप से ठोस जमाव और अवायवीय पाचन के संयोजन द्वारा आंशिक रूप से फीकल स्लज एवं सेप्टेज का उपचार करता है। जिसका निर्माण आईएस कोड 2470 के डिज़ाइन विनिर्देश या निकाय द्वारा जारी निर्देशों के अनुसार किया गया है; [20, 1300, 747, 1329]
section-11-paragraph: नगर पंचायत सिंगाही भेड़ौरा समय-समय पर अपनी वेबसाइट के साथ-साथ प्रिंट और इलेक्ट्रॉनिक मीडिया के माध्यम से लाइसेंसयुक्त ऑपरेटर का व्यापक विज्ञापन दिया जाएगा। [777, 1386, 1430, 1399]
list-item [777, 662, 1504, 692]
list-item [777, 498, 1504, 528]
